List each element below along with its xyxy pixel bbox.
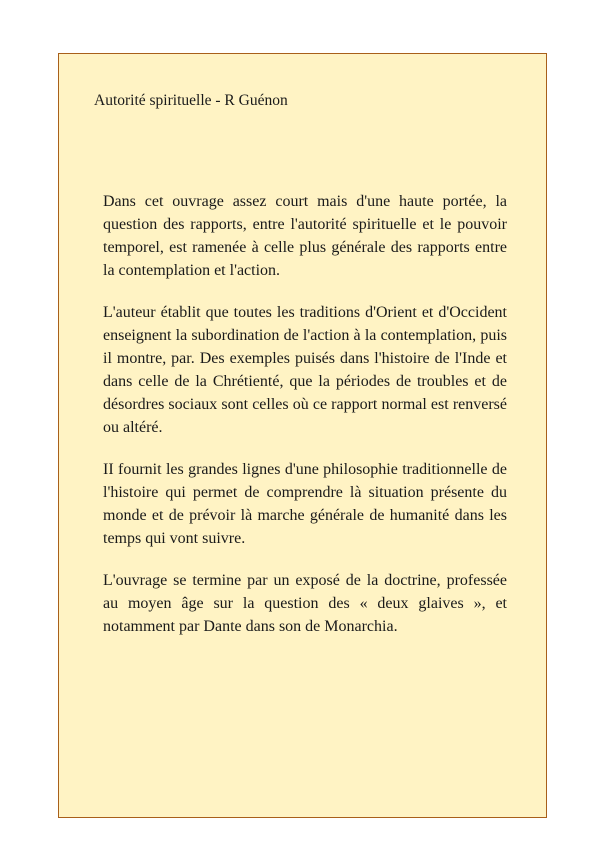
paragraph-3: II fournit les grandes lignes d'une philosophie traditionnelle de l'histoire qui permet de comprendre là situation présente du monde et de prévoir là marche générale de humanité dans les temps qui vont suivre. — [103, 461, 507, 547]
paragraph-4: L'ouvrage se termine par un exposé de la doctrine, professée au moyen âge sur la question des « deux glaives », et notamment par Dante dans son de Monarchia. — [103, 572, 507, 635]
document-page — [58, 53, 547, 818]
document-header: Autorité spirituelle - R Guénon — [94, 92, 288, 109]
paragraph-2: L'auteur établit que toutes les traditions d'Orient et d'Occident enseignent la subordination de l'action à la contemplation, puis il montre, par. Des exemples puisés dans l'histoire de l'Inde et dans celle de la Chrétienté, que la périodes de troubles et de désordres sociaux sont celles où ce rapport normal est renversé ou altéré. — [103, 304, 507, 436]
document-body — [103, 190, 507, 657]
paragraph-1: Dans cet ouvrage assez court mais d'une haute portée, la question des rapports, entre l'autorité spirituelle et le pouvoir temporel, est ramenée à celle plus générale des rapports entre la contemplation et l'action. — [103, 193, 507, 279]
